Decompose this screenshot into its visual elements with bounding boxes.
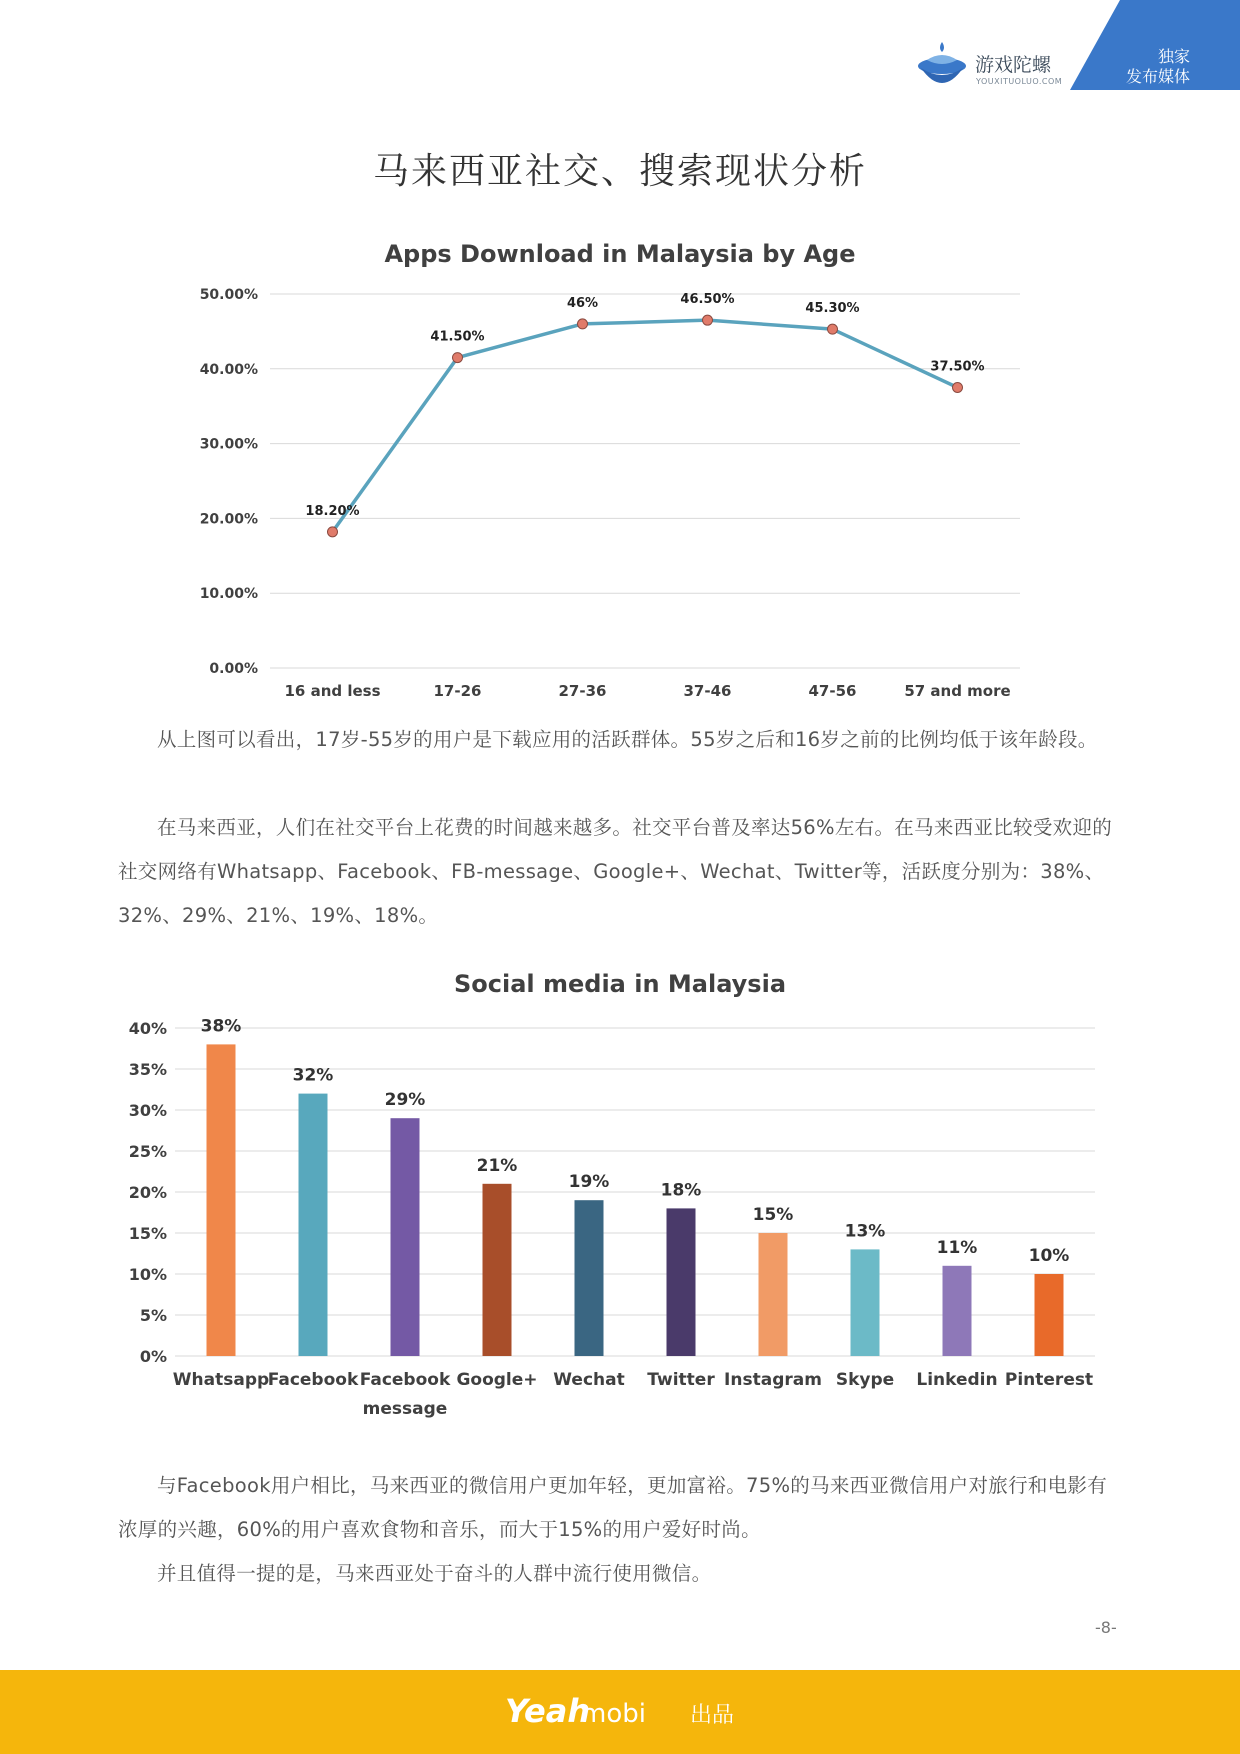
paragraph-1-text: 从上图可以看出，17岁-55岁的用户是下载应用的活跃群体。55岁之后和16岁之前的比例均低于该年龄段。 <box>157 728 1098 751</box>
corner-badge-line2: 发布媒体 <box>1125 67 1190 86</box>
chart2-bar <box>943 1266 972 1356</box>
chart2-bar <box>575 1200 604 1356</box>
chart2-y-tick: 15% <box>128 1224 167 1243</box>
social-media-bar-chart <box>125 1010 1105 1430</box>
chart2-title: Social media in Malaysia <box>453 970 787 998</box>
paragraph-4-text: 并且值得一提的是，马来西亚处于奋斗的人群中流行使用微信。 <box>157 1562 712 1585</box>
chart2-y-tick: 0% <box>139 1347 167 1366</box>
chart2-x-tick: Facebook <box>267 1370 359 1390</box>
chart1-point <box>328 527 338 537</box>
chart2-y-tick: 40% <box>128 1019 167 1038</box>
chart1-y-tick: 40.00% <box>199 361 258 378</box>
chart2-x-tick: Pinterest <box>1004 1370 1094 1390</box>
chart2-x-tick: Wechat <box>553 1370 625 1390</box>
chart2-data-label: 15% <box>752 1205 794 1225</box>
chart1-y-tick: 50.00% <box>199 287 258 303</box>
chart1-point <box>828 324 838 334</box>
chart2-y-tick: 25% <box>128 1142 167 1161</box>
chart2-data-label: 21% <box>476 1155 518 1176</box>
chart2-bar <box>667 1208 696 1356</box>
chart2-bar <box>483 1184 512 1356</box>
chart1-data-label: 37.50% <box>930 359 985 375</box>
chart1-x-tick: 16 and less <box>284 682 381 700</box>
chart2-bar <box>207 1044 236 1356</box>
chart2-data-label: 19% <box>568 1172 610 1193</box>
chart1-data-label: 45.30% <box>805 301 860 317</box>
corner-badge-line1: 独家 <box>1157 47 1190 66</box>
paragraph-3 <box>118 1464 1123 1552</box>
chart2-x-tick: Whatsapp <box>172 1370 270 1390</box>
chart2-y-tick: 20% <box>128 1183 167 1202</box>
chart2-y-tick: 5% <box>139 1306 167 1325</box>
chart1-title: Apps Download in Malaysia by Age <box>384 240 856 268</box>
chart1-series-line <box>333 320 958 532</box>
chart1-point <box>953 383 963 393</box>
chart1-point <box>703 315 713 325</box>
yeahmobi-logo <box>505 1688 665 1732</box>
paragraph-3-text: 与Facebook用户相比，马来西亚的微信用户更加年轻，更加富裕。75%的马来西亚微信用户对旅行和电影有浓厚的兴趣，60%的用户喜欢食物和音乐，而大于15%的用户爱好时尚。 <box>118 1474 1108 1541</box>
chart1-x-tick: 27-36 <box>558 682 607 700</box>
page-number: -8- <box>1095 1618 1117 1637</box>
chart2-data-label: 18% <box>660 1180 702 1201</box>
logo-mark-icon <box>918 42 966 83</box>
chart2-y-tick: 30% <box>128 1101 167 1120</box>
chart1-point <box>578 319 588 329</box>
chart2-data-label: 38% <box>200 1016 242 1037</box>
chart1-y-tick: 10.00% <box>199 586 258 603</box>
chart2-bar <box>299 1094 328 1356</box>
chart2-bar <box>851 1249 880 1356</box>
paragraph-2 <box>118 806 1123 938</box>
chart2-x-tick: Linkedin <box>916 1370 998 1390</box>
chart2-bar <box>1035 1274 1064 1356</box>
chart2-x-tick: Twitter <box>647 1370 715 1390</box>
chart1-x-tick: 47-56 <box>808 682 857 700</box>
chart2-data-label: 11% <box>936 1237 978 1258</box>
chart1-y-tick: 0.00% <box>209 661 258 677</box>
logo-domain: YOUXITUOLUO.COM <box>976 77 1063 86</box>
chart2-data-label: 29% <box>384 1090 426 1111</box>
chart1-data-label: 41.50% <box>430 329 485 345</box>
chart1-x-tick: 57 and more <box>904 682 1011 700</box>
chart1-x-tick: 17-26 <box>433 682 482 700</box>
brand-bold: Yeah <box>505 1692 591 1730</box>
chart2-data-label: 10% <box>1028 1246 1070 1266</box>
chart1-data-label: 46.50% <box>680 292 735 308</box>
chart2-data-label: 32% <box>292 1065 334 1086</box>
chart1-y-tick: 30.00% <box>199 436 258 453</box>
chart2-data-label: 13% <box>844 1221 886 1242</box>
chart2-x-tick: Facebook message <box>359 1370 451 1419</box>
chart2-bar <box>391 1118 420 1356</box>
chart2-x-tick: Google+ <box>456 1370 538 1390</box>
logo-name: 游戏陀螺 <box>975 54 1052 76</box>
chart2-bar <box>759 1233 788 1356</box>
paragraph-2-text: 在马来西亚，人们在社交平台上花费的时间越来越多。社交平台普及率达56%左右。在马来西亚比较受欢迎的社交网络有Whatsapp、Facebook、FB-message、Google+、Wechat、Twitter等，活跃度分别为：38%、32%、29%、21%、19%、18%。 <box>118 816 1113 927</box>
chart1-data-label: 46% <box>566 295 599 311</box>
paragraph-1 <box>118 718 1123 762</box>
chart1-y-tick: 20.00% <box>199 511 258 528</box>
chart2-y-tick: 35% <box>128 1060 167 1079</box>
chart1-point <box>453 353 463 363</box>
chart2-x-tick: Instagram <box>724 1370 822 1390</box>
chart1-data-label: 18.20% <box>305 503 360 519</box>
apps-download-line-chart <box>190 270 1040 710</box>
page-title: 马来西亚社交、搜索现状分析 <box>372 151 867 192</box>
footer-label: 出品 <box>690 1703 735 1728</box>
chart1-x-tick: 37-46 <box>683 682 732 700</box>
paragraph-4 <box>118 1552 1123 1596</box>
chart2-x-tick: Skype <box>835 1370 895 1390</box>
chart2-y-tick: 10% <box>128 1265 167 1284</box>
brand-light: mobi <box>581 1699 646 1729</box>
